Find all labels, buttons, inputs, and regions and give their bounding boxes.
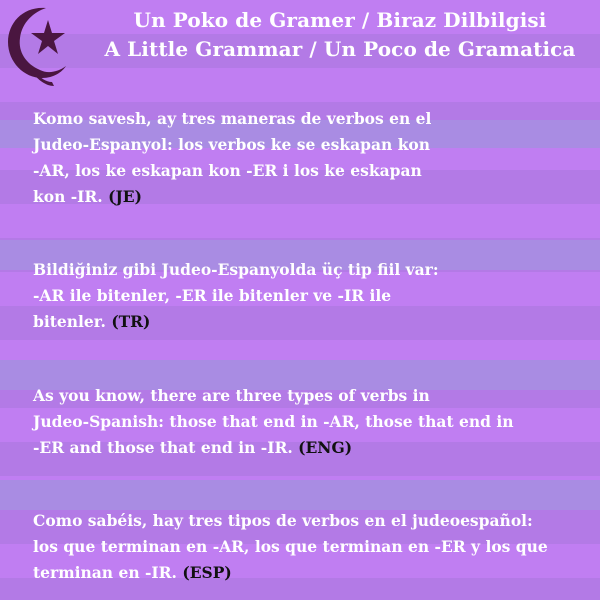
paragraph-line: Judeo-Espanyol: los verbos ke se eskapan kon [33,135,431,154]
paragraph-line: -AR ile bitenler, -ER ile bitenler ve -IR ile [33,286,392,305]
paragraph-spanish [33,508,593,586]
paragraph-line: -ER and those that end in -IR. [33,438,293,457]
paragraph-line: Como sabéis, hay tres tipos de verbos en el judeoespañol: [33,511,533,530]
paragraph-last-line [33,560,593,586]
paragraph-line: -AR, los ke eskapan kon -ER i los ke eskapan [33,161,422,180]
paragraph-line: terminan en -IR. [33,563,177,582]
paragraph-line: As you know, there are three types of verbs in [33,386,430,405]
paragraph-line: kon -IR. [33,187,103,206]
paragraph-line: Judeo-Spanish: those that end in -AR, those that end in [33,412,514,431]
language-tag: (TR) [111,312,151,331]
paragraph-turkish [33,257,593,335]
background-band [0,480,600,510]
page-title-line-2: A Little Grammar / Un Poco de Gramatica [104,37,576,61]
paragraph-english [33,383,593,461]
paragraph-line: Komo savesh, ay tres maneras de verbos en el [33,109,432,128]
language-tag: (ENG) [298,438,353,457]
paragraph-line: bitenler. [33,312,106,331]
paragraph-line: Bildiğiniz gibi Judeo-Espanyolda üç tip fiil var: [33,260,439,279]
paragraph-last-line [33,184,593,210]
language-tag: (ESP) [182,563,232,582]
page-title-line-1: Un Poko de Gramer / Biraz Dilbilgisi [133,8,547,32]
crescent-star-q-logo-icon [2,2,72,88]
paragraph-judeo-espanyol [33,106,593,210]
paragraph-last-line [33,435,593,461]
language-tag: (JE) [108,187,142,206]
paragraph-last-line [33,309,593,335]
paragraph-line: los que terminan en -AR, los que terminan en -ER y los que [33,537,548,556]
